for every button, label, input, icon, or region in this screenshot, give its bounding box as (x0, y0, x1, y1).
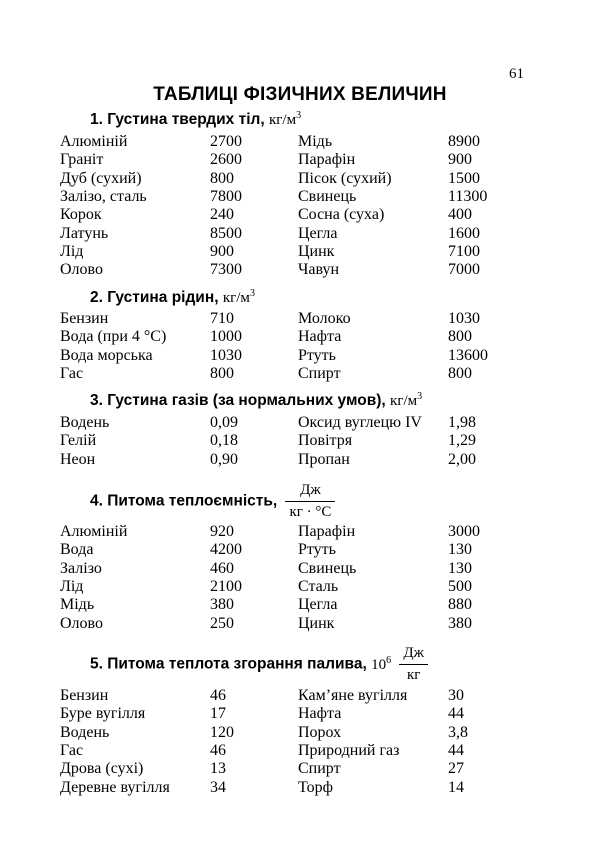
substance-value: 800 (448, 364, 472, 382)
substance-name: Граніт (60, 151, 104, 169)
substance-value: 460 (210, 559, 234, 577)
substance-name: Пропан (298, 450, 350, 468)
substance-name: Водень (60, 414, 110, 431)
substance-value: 7300 (210, 261, 242, 279)
substance-value: 14 (448, 778, 464, 796)
section-5-heading: 5. Питома теплота згорання палива, $10^6$ $\frac{Дж}{кг}$ (90, 645, 428, 684)
substance-value: 2100 (210, 577, 242, 595)
section-1-heading: 1. Густина твердих тіл, $кг/м^3$ (90, 110, 302, 128)
substance-value: 3000 (448, 523, 480, 540)
substance-value: 4200 (210, 541, 242, 559)
table-row (0, 133, 600, 151)
table-row (0, 560, 600, 578)
substance-value: 380 (448, 614, 472, 632)
table-row (0, 188, 600, 206)
substance-value: 1500 (448, 169, 480, 187)
substance-name: Нафта (298, 328, 342, 346)
table-row (0, 432, 600, 450)
substance-name: Водень (60, 723, 110, 741)
substance-value: 46 (210, 741, 226, 759)
substance-value: 30 (448, 687, 464, 704)
substance-value: 1,29 (448, 432, 476, 450)
table-row (0, 451, 600, 469)
substance-name: Торф (298, 778, 333, 796)
substance-value: 7000 (448, 261, 480, 279)
substance-value: 8900 (448, 133, 480, 150)
substance-name: Кам’яне вугілля (298, 687, 408, 704)
substance-name: Залізо (60, 559, 102, 577)
substance-name: Свинець (298, 187, 357, 205)
table-row (0, 523, 600, 541)
substance-name: Молоко (298, 310, 351, 327)
substance-value: 800 (448, 328, 472, 346)
table-row (0, 310, 600, 328)
table-row (0, 206, 600, 224)
substance-name: Цегла (298, 596, 338, 614)
table-row (0, 541, 600, 559)
table-row (0, 328, 600, 346)
substance-value: 250 (210, 614, 234, 632)
substance-name: Парафін (298, 151, 356, 169)
substance-name: Бензин (60, 310, 109, 327)
substance-name: Олово (60, 614, 103, 632)
substance-name: Ртуть (298, 346, 336, 364)
substance-name: Сосна (суха) (298, 206, 385, 224)
substance-name: Ртуть (298, 541, 336, 559)
section-2-heading: 2. Густина рідин, $кг/м^3$ (90, 288, 255, 306)
substance-value: 710 (210, 310, 234, 327)
substance-name: Пісок (сухий) (298, 169, 392, 187)
substance-value: 500 (448, 577, 472, 595)
page-number: 61 (509, 66, 524, 82)
substance-name: Гелій (60, 432, 97, 450)
substance-value: 380 (210, 596, 234, 614)
substance-name: Гас (60, 741, 84, 759)
table-row (0, 243, 600, 261)
table-row (0, 779, 600, 797)
substance-value: 7800 (210, 187, 242, 205)
substance-name: Спирт (298, 364, 341, 382)
table-row (0, 596, 600, 614)
substance-value: 44 (448, 741, 464, 759)
substance-value: 880 (448, 596, 472, 614)
section-3-heading: 3. Густина газів (за нормальних умов), $кг/м^3$ (90, 391, 423, 409)
substance-value: 800 (210, 364, 234, 382)
substance-value: 13 (210, 760, 226, 778)
substance-name: Оксид вуглецю IV (298, 414, 422, 431)
substance-name: Чавун (298, 261, 340, 279)
page-title: ТАБЛИЦІ ФІЗИЧНИХ ВЕЛИЧИН (153, 84, 447, 105)
table-row (0, 225, 600, 243)
substance-name: Дрова (сухі) (60, 760, 144, 778)
substance-value: 400 (448, 206, 472, 224)
table-row (0, 705, 600, 723)
table-row (0, 615, 600, 633)
substance-value: 900 (210, 242, 234, 260)
substance-name: Мідь (60, 596, 95, 614)
substance-name: Цегла (298, 224, 338, 242)
substance-name: Залізо, сталь (60, 187, 147, 205)
table-row (0, 414, 600, 432)
substance-value: 7100 (448, 242, 480, 260)
section-5-unit-fraction: $\frac{Дж}{кг}$ (399, 645, 428, 684)
substance-value: 2600 (210, 151, 242, 169)
substance-name: Мідь (298, 133, 333, 150)
substance-name: Вода (60, 541, 94, 559)
table-row (0, 578, 600, 596)
substance-value: 240 (210, 206, 234, 224)
table-row (0, 724, 600, 742)
section-1-unit: $кг/м^3$ (268, 110, 302, 128)
table-row (0, 347, 600, 365)
substance-value: 920 (210, 523, 234, 540)
substance-value: 1,98 (448, 414, 476, 431)
substance-value: 130 (448, 541, 472, 559)
substance-name: Повітря (298, 432, 353, 450)
substance-name: Буре вугілля (60, 705, 146, 723)
table-row (0, 742, 600, 760)
substance-value: 0,09 (210, 414, 238, 431)
substance-value: 1030 (210, 346, 242, 364)
substance-name: Гас (60, 364, 84, 382)
substance-name: Нафта (298, 705, 342, 723)
substance-value: 17 (210, 705, 226, 723)
substance-value: 1030 (448, 310, 480, 327)
substance-value: 900 (448, 151, 472, 169)
substance-value: 0,90 (210, 450, 238, 468)
substance-name: Природний газ (298, 741, 400, 759)
substance-value: 11300 (448, 187, 488, 205)
substance-value: 44 (448, 705, 464, 723)
substance-name: Сталь (298, 577, 339, 595)
substance-value: 130 (448, 559, 472, 577)
table-row (0, 170, 600, 188)
substance-value: 1600 (448, 224, 480, 242)
substance-name: Свинець (298, 559, 357, 577)
substance-value: 34 (210, 778, 226, 796)
section-5-multiplier: $10^6$ (371, 655, 392, 673)
substance-value: 800 (210, 169, 234, 187)
substance-name: Олово (60, 261, 103, 279)
substance-name: Бензин (60, 687, 109, 704)
substance-name: Цинк (298, 242, 335, 260)
substance-value: 1000 (210, 328, 242, 346)
substance-name: Лід (60, 577, 84, 595)
table-row (0, 151, 600, 169)
substance-value: 3,8 (448, 723, 468, 741)
section-2-unit: $кг/м^3$ (222, 288, 255, 306)
section-4-heading: 4. Питома теплоємність, $\frac{Дж}{кг \cdot ^\circ С}$ (90, 482, 335, 521)
substance-name: Вода (при 4 °С) (60, 328, 167, 346)
table-row (0, 760, 600, 778)
table-row (0, 365, 600, 383)
substance-value: 27 (448, 760, 464, 778)
substance-name: Лід (60, 242, 84, 260)
substance-name: Неон (60, 450, 96, 468)
substance-name: Дуб (сухий) (60, 169, 142, 187)
substance-value: 0,18 (210, 432, 238, 450)
table-row (0, 687, 600, 705)
section-4-unit-fraction: $\frac{Дж}{кг \cdot ^\circ С}$ (285, 482, 335, 521)
substance-name: Цинк (298, 614, 335, 632)
substance-name: Алюміній (60, 523, 128, 540)
table-row (0, 261, 600, 279)
substance-value: 2,00 (448, 450, 476, 468)
substance-value: 46 (210, 687, 226, 704)
substance-value: 120 (210, 723, 234, 741)
substance-name: Алюміній (60, 133, 128, 150)
substance-name: Корок (60, 206, 102, 224)
substance-name: Деревне вугілля (60, 778, 170, 796)
substance-value: 2700 (210, 133, 242, 150)
substance-name: Парафін (298, 523, 356, 540)
substance-name: Порох (298, 723, 342, 741)
substance-value: 13600 (448, 346, 488, 364)
substance-value: 8500 (210, 224, 242, 242)
substance-name: Спирт (298, 760, 341, 778)
substance-name: Латунь (60, 224, 109, 242)
section-3-unit: $кг/м^3$ (390, 391, 423, 409)
substance-name: Вода морська (60, 346, 153, 364)
